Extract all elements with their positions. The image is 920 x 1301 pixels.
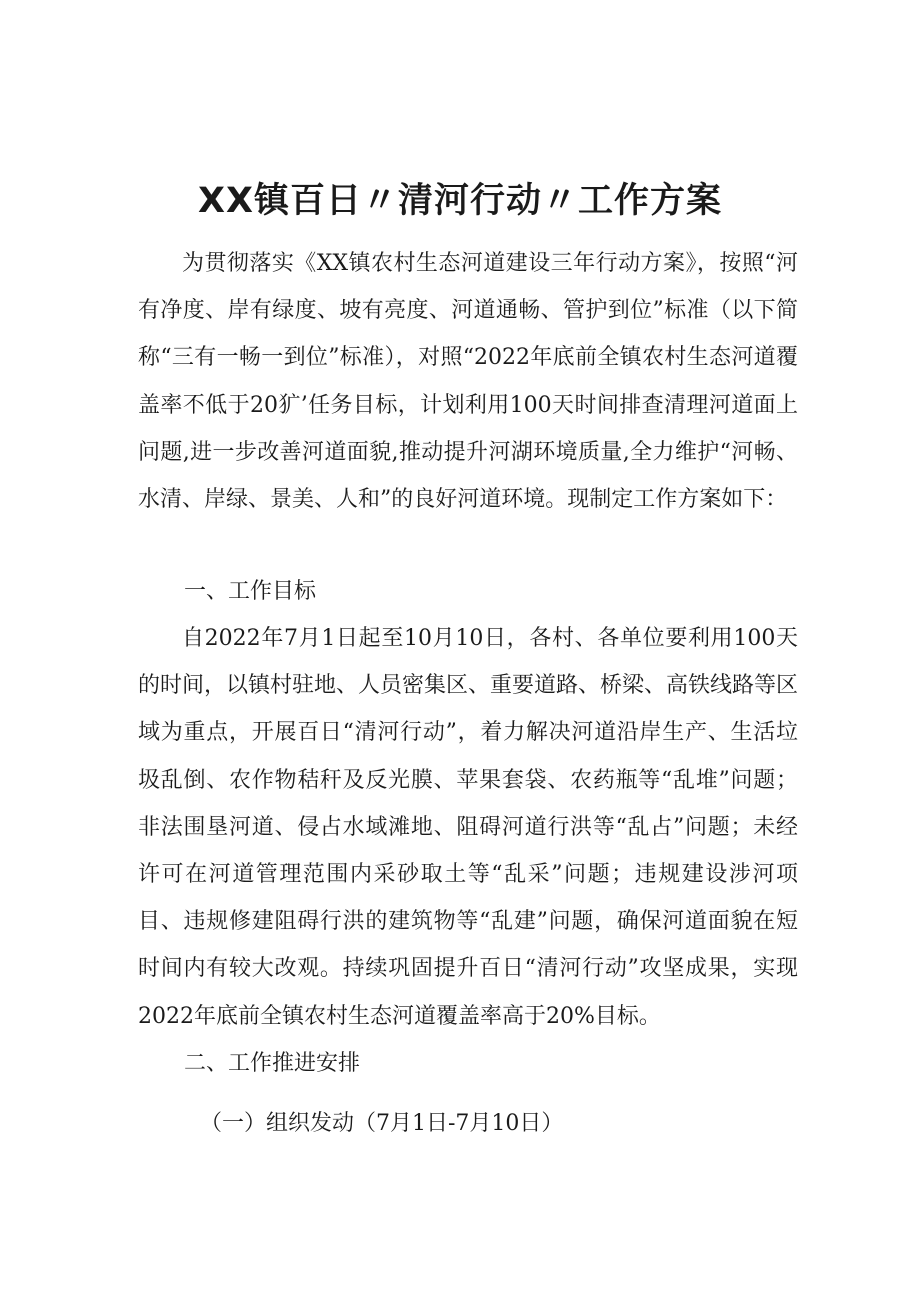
intro-paragraph: 为贯彻落实《XX镇农村生态河道建设三年行动方案》，按照“河有净度、岸有绿度、坡有亮度、河道通畅、管护到位”标准（以下简称“三有一畅一到位”标准），对照“2022年底前全镇农村生态河道覆盖率不低于20犷’任务目标，计划利用100天时间排查清理河道面上问题,进一步改善河道面貌,推动提升河湖环境质量,全力维护“河畅、水清、岸绿、景美、人和”的良好河道环境。现制定工作方案如下： — [138, 251, 798, 513]
section-heading-arrangements: 二、工作推进安排 — [184, 1051, 361, 1076]
section-heading-goals: 一、工作目标 — [184, 579, 317, 604]
goals-paragraph: 自2022年7月1日起至10月10日，各村、各单位要利用100天的时间，以镇村驻地、人员密集区、重要道路、桥梁、高铁线路等区域为重点，开展百日“清河行动”，着力解决河道沿岸生产、生活垃圾乱倒、农作物秸秆及反光膜、苹果套袋、农药瓶等“乱堆”问题；非法围垦河道、侵占水域滩地、阻碍河道行洪等“乱占”问题；未经许可在河道管理范围内采砂取土等“乱采”问题；违规建设涉河项目、违规修建阻碍行洪的建筑物等“乱建”问题，确保河道面貌在短时间内有较大改观。持续巩固提升百日“清河行动”攻坚成果，实现2022年底前全镇农村生态河道覆盖率高于20%目标。 — [138, 626, 799, 1029]
subsection-heading-mobilization: （一）组织发动（7月1日-7月10日） — [200, 1111, 564, 1136]
document-title: XX镇百日〃清河行动〃工作方案 — [198, 181, 722, 221]
